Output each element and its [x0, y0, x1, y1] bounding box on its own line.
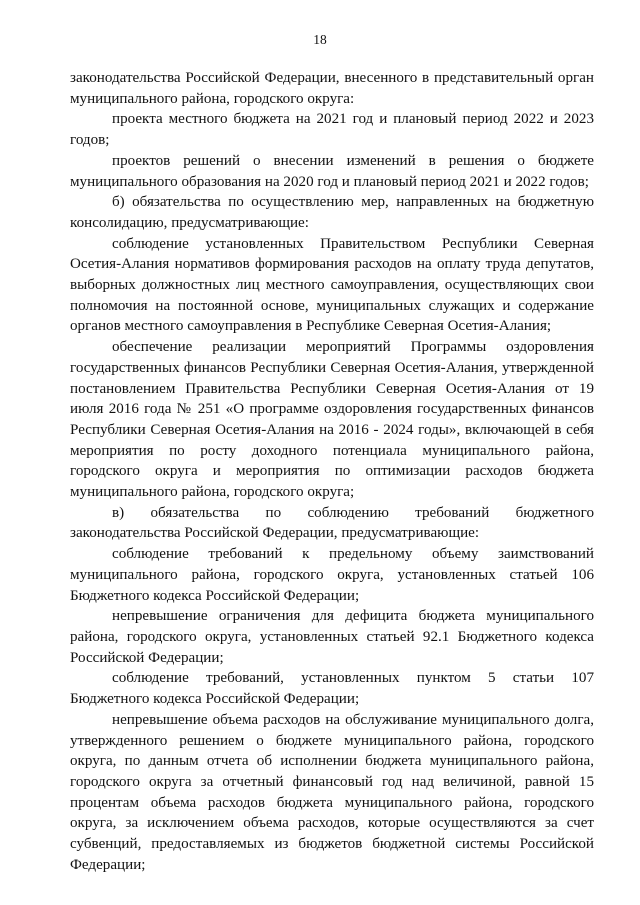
- paragraph: соблюдение требований, установленных пунктом 5 статьи 107 Бюджетного кодекса Российской Федерации;: [70, 670, 594, 708]
- paragraph: законодательства Российской Федерации, внесенного в представительный орган муниципального района, городского округа:: [70, 70, 594, 107]
- paragraph: б) обязательства по осуществлению мер, направленных на бюджетную консолидацию, предусматривающие:: [70, 194, 594, 231]
- document-body: [70, 68, 594, 875]
- paragraph: обеспечение реализации мероприятий Программы оздоровления государственных финансов Республики Северная Осетия-Алания, утвержденной постановлением Правительства Республики Северная Осетия-Алания от 19 июля 2016 года № 251 «О программе оздоровления государственных финансов Республики Северная Осетия-Алания на 2016 - 2024 годы», включающей в себя мероприятия по росту доходного потенциала муниципального района, городского округа и мероприятия по оптимизации расходов бюджета муниципального района, городского округа;: [70, 339, 594, 501]
- paragraph: в) обязательства по соблюдению требований бюджетного законодательства Российской Федерации, предусматривающие:: [70, 504, 594, 542]
- paragraph: соблюдение требований к предельному объему заимствований муниципального района, городского округа, установленных статьей 106 Бюджетного кодекса Российской Федерации;: [70, 546, 594, 604]
- paragraph: соблюдение установленных Правительством Республики Северная Осетия-Алания нормативов формирования расходов на оплату труда депутатов, выборных должностных лиц местного самоуправления, осуществляющих свои полномочия на постоянной основе, муниципальных служащих и содержание органов местного самоуправления в Республике Северная Осетия-Алания;: [70, 235, 594, 335]
- page-number: 18: [313, 32, 327, 47]
- paragraph: непревышение объема расходов на обслуживание муниципального долга, утвержденного решением о бюджете муниципального района, городского округа, по данным отчета об исполнении бюджета муниципального района, городского округа за отчетный финансовый год над величиной, равной 15 процентам объема расходов бюджета муниципального района, городского округа, за исключением объема расходов, которые осуществляются за счет субвенций, предоставляемых из бюджетов бюджетной системы Российской Федерации;: [70, 711, 594, 873]
- paragraph: проектов решений о внесении изменений в решения о бюджете муниципального образования на 2020 год и плановый период 2021 и 2022 годов;: [70, 152, 594, 190]
- paragraph: проекта местного бюджета на 2021 год и плановый период 2022 и 2023 годов;: [70, 111, 594, 149]
- paragraph: непревышение ограничения для дефицита бюджета муниципального района, городского округа, установленных статьей 92.1 Бюджетного кодекса Российской Федерации;: [70, 608, 594, 666]
